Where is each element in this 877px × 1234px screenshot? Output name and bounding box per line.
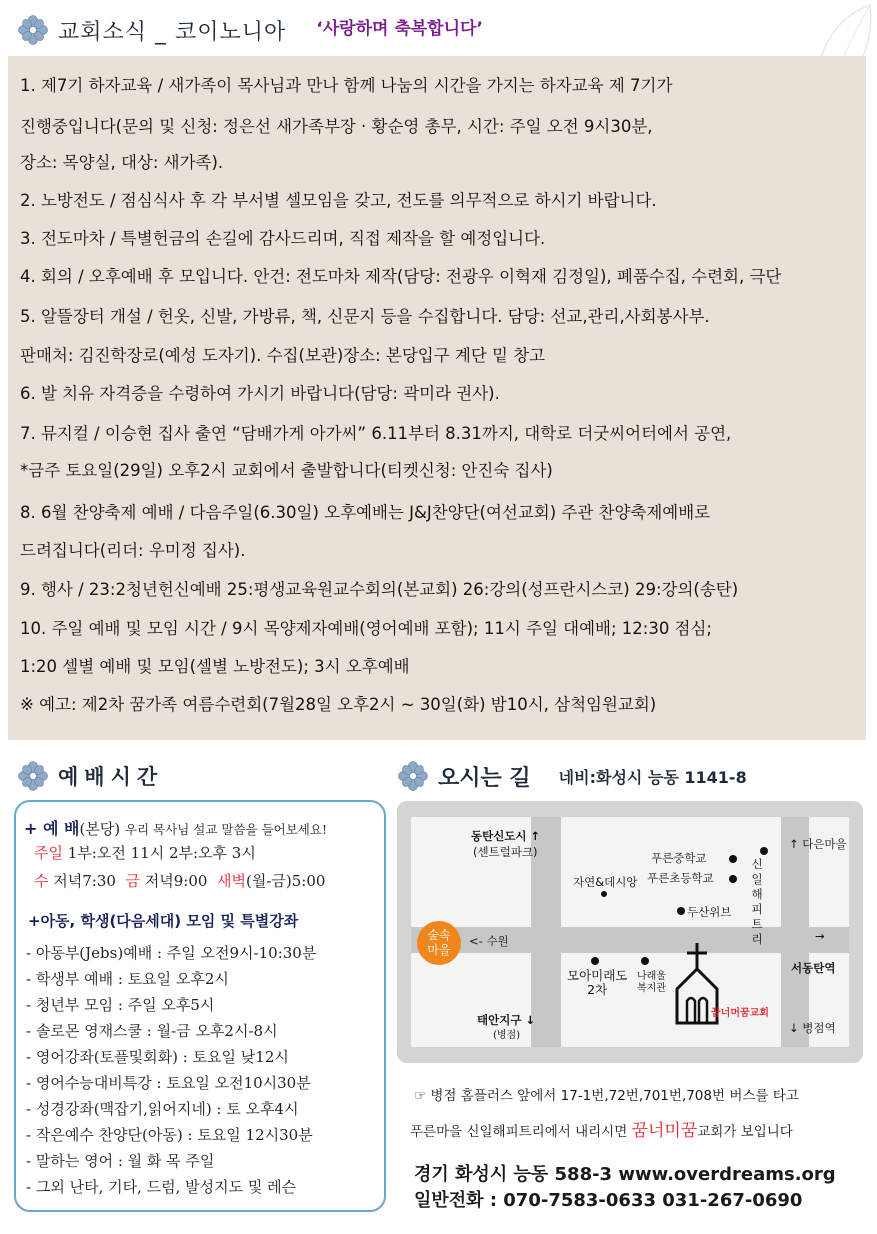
map-label: ↓ 병점역 bbox=[789, 1021, 836, 1035]
map-dot bbox=[729, 875, 737, 883]
program-item: - 성경강좌(맥잡기,읽어지네) : 토 오후4시 bbox=[26, 1100, 299, 1118]
map-label: 태안지구 ↓ bbox=[477, 1013, 536, 1027]
map-dot bbox=[729, 855, 737, 863]
program-item: - 아동부(Jebs)예배 : 주일 오전9시-10:30분 bbox=[26, 944, 317, 962]
flower-icon bbox=[18, 15, 48, 45]
map-frame bbox=[397, 801, 863, 1063]
dawn-value: (월-금)5:00 bbox=[245, 872, 326, 890]
map-label: 숲속 bbox=[427, 928, 451, 942]
program-item: - 청년부 모임 : 주일 오후5시 bbox=[26, 996, 215, 1014]
map-label: 서동탄역 bbox=[791, 961, 836, 975]
dawn-label: 새벽 bbox=[217, 872, 246, 890]
news-line: 장소: 목양실, 대상: 새가족). bbox=[20, 153, 224, 172]
map-label: 두산위브 bbox=[687, 905, 732, 919]
flower-icon bbox=[398, 761, 428, 791]
news-line: 5. 알뜰장터 개설 / 헌옷, 신발, 가방류, 책, 신문지 등을 수집합니다. 담당: 선교,관리,사회봉사부. bbox=[20, 307, 710, 326]
news-line: 드려집니다(리더: 우미정 집사). bbox=[20, 541, 246, 560]
map-label: (센트럴파크) bbox=[473, 845, 538, 859]
church-label: 꿈너머꿈교회 bbox=[711, 1008, 769, 1019]
worship-title: 예배시간 bbox=[58, 765, 164, 789]
news-line: ※ 예고: 제2차 꿈가족 여름수련회(7월28일 오후2시 ~ 30일(화) 밤10시, 삼척임원교회) bbox=[20, 695, 657, 714]
map-label: 푸른초등학교 bbox=[647, 871, 714, 885]
map-dot bbox=[760, 847, 768, 855]
news-line: 진행중입니다(문의 및 신청: 정은선 새가족부장 · 황순영 총무, 시간: 주일 오전 9시30분, bbox=[20, 117, 653, 136]
map-label: (병점) bbox=[493, 1030, 521, 1041]
map-label: 신일해피트리 bbox=[751, 857, 763, 946]
news-line: 8. 6월 찬양축제 예배 / 다음주일(6.30일) 오후예배는 J&J찬양단(여선교회) 주관 찬양축제예배로 bbox=[20, 503, 711, 522]
program-item: - 영어수능대비특강 : 토요일 오전10시30분 bbox=[26, 1074, 311, 1092]
news-line: 9. 행사 / 23:2청년헌신예배 25:평생교육원교수회의(본교회) 26:강의(성프란시스코) 29:강의(송탄) bbox=[20, 580, 739, 599]
map-dot bbox=[641, 957, 649, 965]
wed-label: 수 bbox=[34, 872, 49, 890]
service-head: + 예 배 bbox=[24, 819, 80, 838]
news-line: 1. 제7기 하자교육 / 새가족이 목사님과 만나 함께 나눔의 시간을 가지는 하자교육 제 7기가 bbox=[20, 76, 673, 95]
bus-text: 교회가 보입니다 bbox=[697, 1124, 793, 1140]
news-line: 3. 전도마차 / 특별헌금의 손길에 감사드리며, 직접 제작을 할 예정입니다. bbox=[20, 229, 546, 248]
sunday-value: 1부:오전 11시 2부:오후 3시 bbox=[67, 844, 256, 862]
worship-header bbox=[18, 756, 163, 796]
news-line: 판매처: 김진학장로(예성 도자기). 수집(보관)장소: 본당입구 계단 밑 창고 bbox=[20, 346, 546, 365]
map-label: 동탄신도시 ↑ bbox=[471, 829, 541, 843]
church-name-highlight: 꿈너미꿈 bbox=[631, 1121, 698, 1141]
youth-heading: +아동, 학생(다음세대) 모임 및 특별강좌 bbox=[28, 912, 299, 930]
map-label: 모아미래도 2차 bbox=[567, 968, 628, 997]
map-label: 푸른중학교 bbox=[651, 851, 707, 865]
program-item: - 그외 난타, 기타, 드럼, 발성지도 및 레슨 bbox=[26, 1178, 297, 1196]
wed-value: 저녁7:30 bbox=[53, 872, 116, 890]
map-dot bbox=[601, 891, 607, 897]
location-map bbox=[411, 817, 849, 1047]
map-dot bbox=[591, 957, 599, 965]
news-title: 교회소식 _ 코이노니아 bbox=[58, 19, 287, 45]
news-line: 10. 주일 예배 및 모임 시간 / 9시 목양제자예배(영어예배 포함); 11시 주일 대예배; 12:30 점심; bbox=[20, 619, 712, 638]
program-item: - 학생부 예배 : 토요일 오후2시 bbox=[26, 970, 229, 988]
program-item: - 말하는 영어 : 월 화 목 주일 bbox=[26, 1152, 215, 1170]
bus-text: 푸른마을 신일해피트리에서 내리시면 bbox=[410, 1124, 632, 1140]
weekday-times bbox=[34, 870, 325, 891]
fri-label: 금 bbox=[125, 872, 140, 890]
bus-directions-1: ☞ 병점 홈플러스 앞에서 17-1번,72번,701번,708번 버스를 타고 bbox=[414, 1088, 799, 1104]
news-header bbox=[18, 10, 483, 50]
service-note: 우리 목사님 설교 말씀을 들어보세요! bbox=[124, 822, 327, 837]
news-line: 1:20 셀별 예배 및 모임(셀별 노방전도); 3시 오후예배 bbox=[20, 657, 410, 676]
navi-address: 네비:화성시 능동 1141-8 bbox=[558, 767, 747, 787]
map-label: → bbox=[815, 929, 825, 943]
directions-header bbox=[398, 756, 747, 796]
news-line: 6. 발 치유 자격증을 수령하여 가시기 바랍니다(담당: 곽미라 권사). bbox=[20, 384, 500, 403]
program-item: - 영어강좌(토플및회화) : 토요일 낮12시 bbox=[26, 1048, 289, 1066]
sunday-times bbox=[34, 842, 256, 863]
fri-value: 저녁9:00 bbox=[144, 872, 208, 890]
flower-icon bbox=[18, 761, 48, 791]
church-phone: 일반전화 : 070-7583-0633 031-267-0690 bbox=[414, 1190, 803, 1211]
directions-title: 오시는 길 bbox=[438, 765, 531, 791]
supsok-village-marker bbox=[417, 921, 461, 965]
program-item: - 작은예수 찬양단(아동) : 토요일 12시30분 bbox=[26, 1126, 313, 1144]
news-line: 7. 뮤지컬 / 이승현 집사 출연 “담배가게 아가씨” 6.11부터 8.31까지, 대학로 더굿씨어터에서 공연, bbox=[20, 424, 732, 443]
news-line: *금주 토요일(29일) 오후2시 교회에서 출발합니다(티켓신청: 안진숙 집사) bbox=[20, 461, 553, 480]
news-motto: ‘사랑하며 축복합니다’ bbox=[316, 18, 483, 39]
news-box bbox=[8, 56, 866, 740]
news-line: 2. 노방전도 / 점심식사 후 각 부서별 셀모임을 갖고, 전도를 의무적으로 하시기 바랍니다. bbox=[20, 191, 657, 210]
sunday-label: 주일 bbox=[34, 844, 63, 862]
map-dot bbox=[677, 907, 685, 915]
map-label: <- 수원 bbox=[469, 934, 509, 948]
news-line: 4. 회의 / 오후예배 후 모입니다. 안건: 전도마차 제작(담당: 전광우 이혁재 김정일), 폐품수집, 수련회, 극단 bbox=[20, 267, 782, 286]
bus-directions-2 bbox=[410, 1116, 793, 1141]
church-address: 경기 화성시 능동 588-3 www.overdreams.org bbox=[414, 1164, 836, 1185]
worship-box bbox=[14, 800, 386, 1212]
map-label: 자연&데시앙 bbox=[573, 875, 638, 889]
map-label: 나래울 복지관 bbox=[637, 971, 666, 994]
service-place: (본당) bbox=[79, 820, 121, 838]
map-label: 마을 bbox=[427, 943, 451, 957]
map-label: ↑ 다은마을 bbox=[789, 837, 847, 851]
program-item: - 솔로몬 영재스쿨 : 월-금 오후2시-8시 bbox=[26, 1022, 278, 1040]
service-heading bbox=[24, 816, 327, 839]
